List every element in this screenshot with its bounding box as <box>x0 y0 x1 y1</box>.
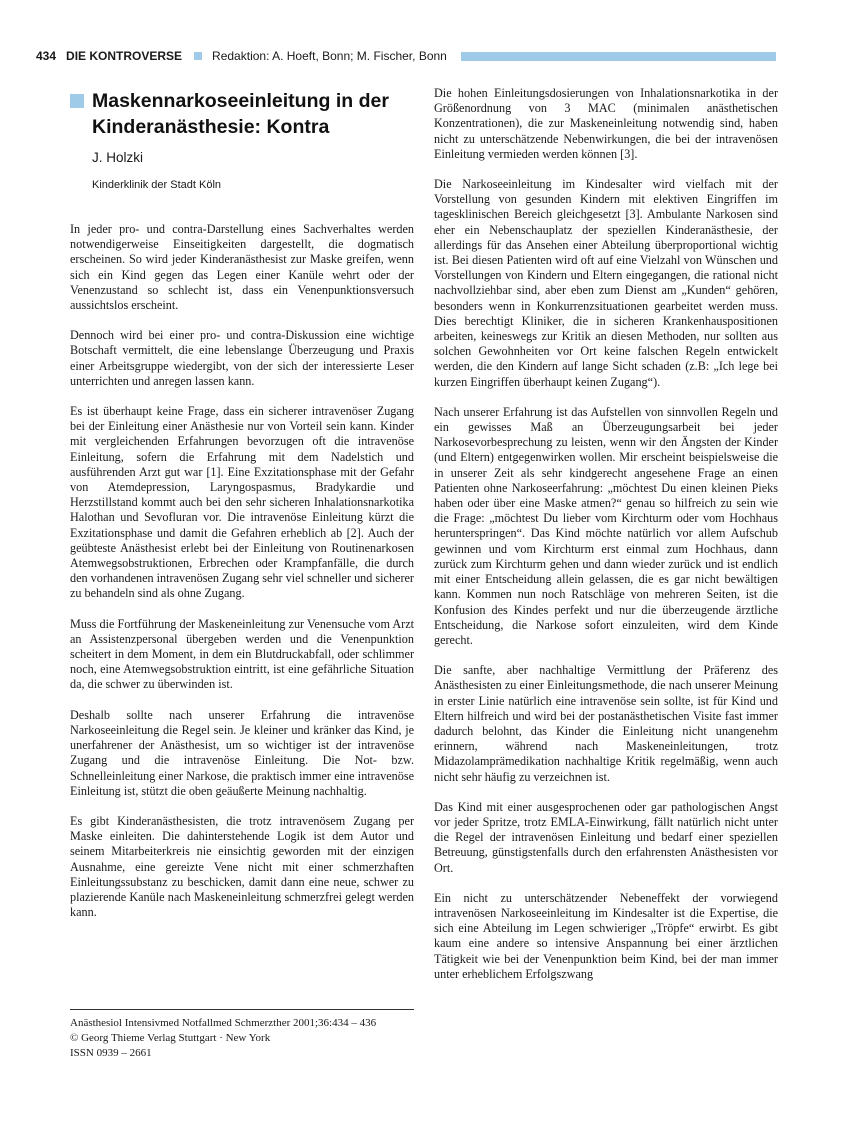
article-heading <box>70 88 414 191</box>
paragraph: Ein nicht zu unterschätzender Nebeneffekt der vorwiegend intravenösen Narkoseeinleitung im Kindesalter ist die Expertise, die sich eine Abteilung im Legen schwieriger „Tröpfe“ erwirbt. Es gibt kaum eine andere so intensive Anspannung bei einer ärztlichen Tätigkeit wie bei der Venenpunktion beim Kind, bei der man immer unter erheblichem Erfolgszwang <box>434 890 778 981</box>
article-author: J. Holzki <box>92 150 144 165</box>
header-square-marker <box>194 52 202 60</box>
article-title: Maskennarkoseeinleitung in der Kinderanästhesie: Kontra <box>92 90 389 138</box>
paragraph: Es gibt Kinderanästhesisten, die trotz intravenösem Zugang per Maske einleiten. Die dahinterstehende Logik ist dem Autor und seinem Mitarbeiterkreis nie einsichtig geworden mit der einzigen Ausnahme, eine gereizte Vene nicht mit einer schmerzhaften Einleitungssubstanz zu beschicken, damit dann eine neue, schwer zu plazierende Kanüle nach Maskeneinleitung schmerzfrei gelegt werden kann. <box>70 813 414 920</box>
issn-line: ISSN 0939 – 2661 <box>70 1047 152 1059</box>
paragraph: Es ist überhaupt keine Frage, dass ein sicherer intravenöser Zugang bei der Einleitung einer Anästhesie nur von Vorteil sein kann. Kinder mit vergleichenden Erfahrungen bevorzugen oft die intravenöse Einleitung, sofern die Erfahrung mit dem Nadelstich und ausführenden Arzt gut war [1]. Eine Exzitationsphase mit der Gefahr von Atemdepression, Laryngospasmus, Bradykardie und Herzstillstand kommt auch bei den sehr sicheren Inhalationsnarkotika Halothan und Sevofluran vor. Die intravenöse Einleitung kürzt die Exzitationsphase und damit die Gefahren erheblich ab [2]. Auch der geübteste Anästhesist erlebt bei der Einleitung von Routinenarkosen Atemwegsobstruktionen, Erbrechen oder Krampfanfälle, die durch den vorhandenen intravenösen Zugang sehr viel schneller und sicherer zu behandeln sind als ohne Zugang. <box>70 404 414 601</box>
paragraph: Das Kind mit einer ausgesprochenen oder gar pathologischen Angst vor jeder Spritze, trotz EMLA-Einwirkung, fällt natürlich nicht unter die Regel der intravenösen Einleitung und bedarf einer speziellen Betreuung, günstigstenfalls durch den erfahrensten Anästhesisten vor Ort. <box>434 799 778 875</box>
right-column <box>434 86 778 997</box>
paragraph: Die Narkoseeinleitung im Kindesalter wird vielfach mit der Vorstellung von gesunden Kindern mit elektiven Eingriffen im tagesklinischen Bereich gleichgesetzt [3]. Ambulante Narkosen sind eher ein Nebenschauplatz der speziellen Kinderanästhesie, der allerdings für das Ansehen einer Abteilung überproportional wichtig ist. Bei diesen Patienten wird oft auf eine Vielzahl von Wünschen und Vorstellungen von Kindern und Eltern eingegangen, die rational nicht nachvollziehbar sind, aber eben zum Dienst am „Kunden“ gehören, besonders wenn in Konkurrenzsituationen gearbeitet werden muss. Dies berechtigt Kliniker, die in sicheren Krankenhauspositionen arbeiten, keineswegs zur Kritik an diesen Methoden, nur sollten aus solchen Gewohnheiten vor Ort keine falschen Regeln entwickelt werden, die den Kindern auf lange Sicht schaden (z.B: „Ich lege bei kurzen Eingriffen überhaupt keinen Zugang“). <box>434 177 778 389</box>
publisher-line: © Georg Thieme Verlag Stuttgart · New York <box>70 1032 271 1044</box>
page-number: 434 <box>36 49 57 63</box>
paragraph: Deshalb sollte nach unserer Erfahrung die intravenöse Narkoseeinleitung die Regel sein. Je kleiner und kränker das Kind, je unerfahrener der Anästhesist, um so wichtiger ist der intravenöse Zugang und die intravenöse Einleitung. Die Not- bzw. Schnelleinleitung einer Narkose, die praktisch immer eine intravenöse Einleitung ist, stützt die oben geäußerte Meinung nachhaltig. <box>70 707 414 798</box>
section-label: DIE KONTROVERSE <box>66 49 183 63</box>
paragraph: Die sanfte, aber nachhaltige Vermittlung der Präferenz des Anästhesisten zu einer Einleitungsmethode, die nach unserer Meinung in erster Linie natürlich eine intravenöse sein sollte, ist für Kind und Eltern hilfreich und wird bei der postanästhetischen Visite fast immer dadurch belohnt, das Kinder die Einleitung nicht unangenehm erinnern, während nach Maskeneinleitungen, trotz Midazolamprämedikation nachhaltige Kritik regelmäßig, wenn auch nicht sehr häufig zu verzeichnen ist. <box>434 663 778 784</box>
editors-line: Redaktion: A. Hoeft, Bonn; M. Fischer, Bonn <box>212 49 447 63</box>
title-square-marker <box>70 94 84 108</box>
paragraph: Die hohen Einleitungsdosierungen von Inhalationsnarkotika in der Größenordnung von 3 MAC (minimalen anästhetischen Konzentrationen), die zur Maskeneinleitung notwendig sind, haben nicht zu unterschätzende Nebenwirkungen, die bei der intravenösen Einleitung vermieden werden können [3]. <box>434 86 778 161</box>
paragraph: Muss die Fortführung der Maskeneinleitung zur Venensuche vom Arzt an Assistenzpersonal übergeben werden und die Venenpunktion scheitert in dem Moment, in dem ein Blutdruckabfall, oder schlimmer noch, eine Atemwegsobstruktion eintritt, ist eine gefährliche Situation da, die schwer zu überwinden ist. <box>70 616 414 692</box>
header-accent-bar <box>461 52 776 61</box>
running-header <box>36 46 776 66</box>
paragraph: Nach unserer Erfahrung ist das Aufstellen von sinnvollen Regeln und ein gewisses Maß an Überzeugungsarbeit bei jeder Narkosevorbesprechung zu leisten, wenn wir den Ängsten der Kinder (und Eltern) entgegenwirken wollen. Mir erscheint beispielsweise die in unserer Zeit als sehr kindgerecht angesehene Frage an einen Patienten ohne Narkoseerfahrung: „möchtest Du einen kleinen Pieks haben oder über eine Maske atmen?“ genau so hilfreich zu sein wie die Frage: „möchtest Du lieber vom Kirchturm oder vom Hochhaus herunterspringen“. Das Kind möchte natürlich vor allem Aufschub gewinnen und vom Kirchturm erst einmal zum Hochhaus, dann zurück zum Kirchturm gehen und dann wieder zurück und ist endlich mit einer Entscheidung allein gelassen, die es gar nicht bewältigen kann. Kommen nun noch Ratschläge von mehreren Seiten, ist die Konfusion des Kindes perfekt und nur die überzeugende ärztliche Entscheidung, die Narkose sofort einzuleiten, wird dem Kinde gerecht. <box>434 404 778 647</box>
paragraph: In jeder pro- und contra-Darstellung eines Sachverhaltes werden notwendigerweise Einseitigkeiten dargestellt, die dogmatisch erscheinen. So wird jeder Kinderanästhesist zur Maske greifen, wenn sich ein Kind gegen das Legen einer Kanüle wehrt oder der Venenzustand so schlecht ist, dass ein Venenpunktionsversuch aussichtslos erscheint. <box>70 222 414 313</box>
article-affiliation: Kinderklinik der Stadt Köln <box>92 179 222 191</box>
journal-footer <box>70 1009 414 1061</box>
citation-line: Anästhesiol Intensivmed Notfallmed Schmerzther 2001;36:434 – 436 <box>70 1017 377 1029</box>
paragraph: Dennoch wird bei einer pro- und contra-Diskussion eine wichtige Botschaft vermittelt, die eine lebenslange Überzeugung und Praxis einer Arbeitsgruppe wiedergibt, von der sich der interessierte Leser unterrichten und anregen lassen kann. <box>70 328 414 388</box>
left-column <box>70 222 414 935</box>
